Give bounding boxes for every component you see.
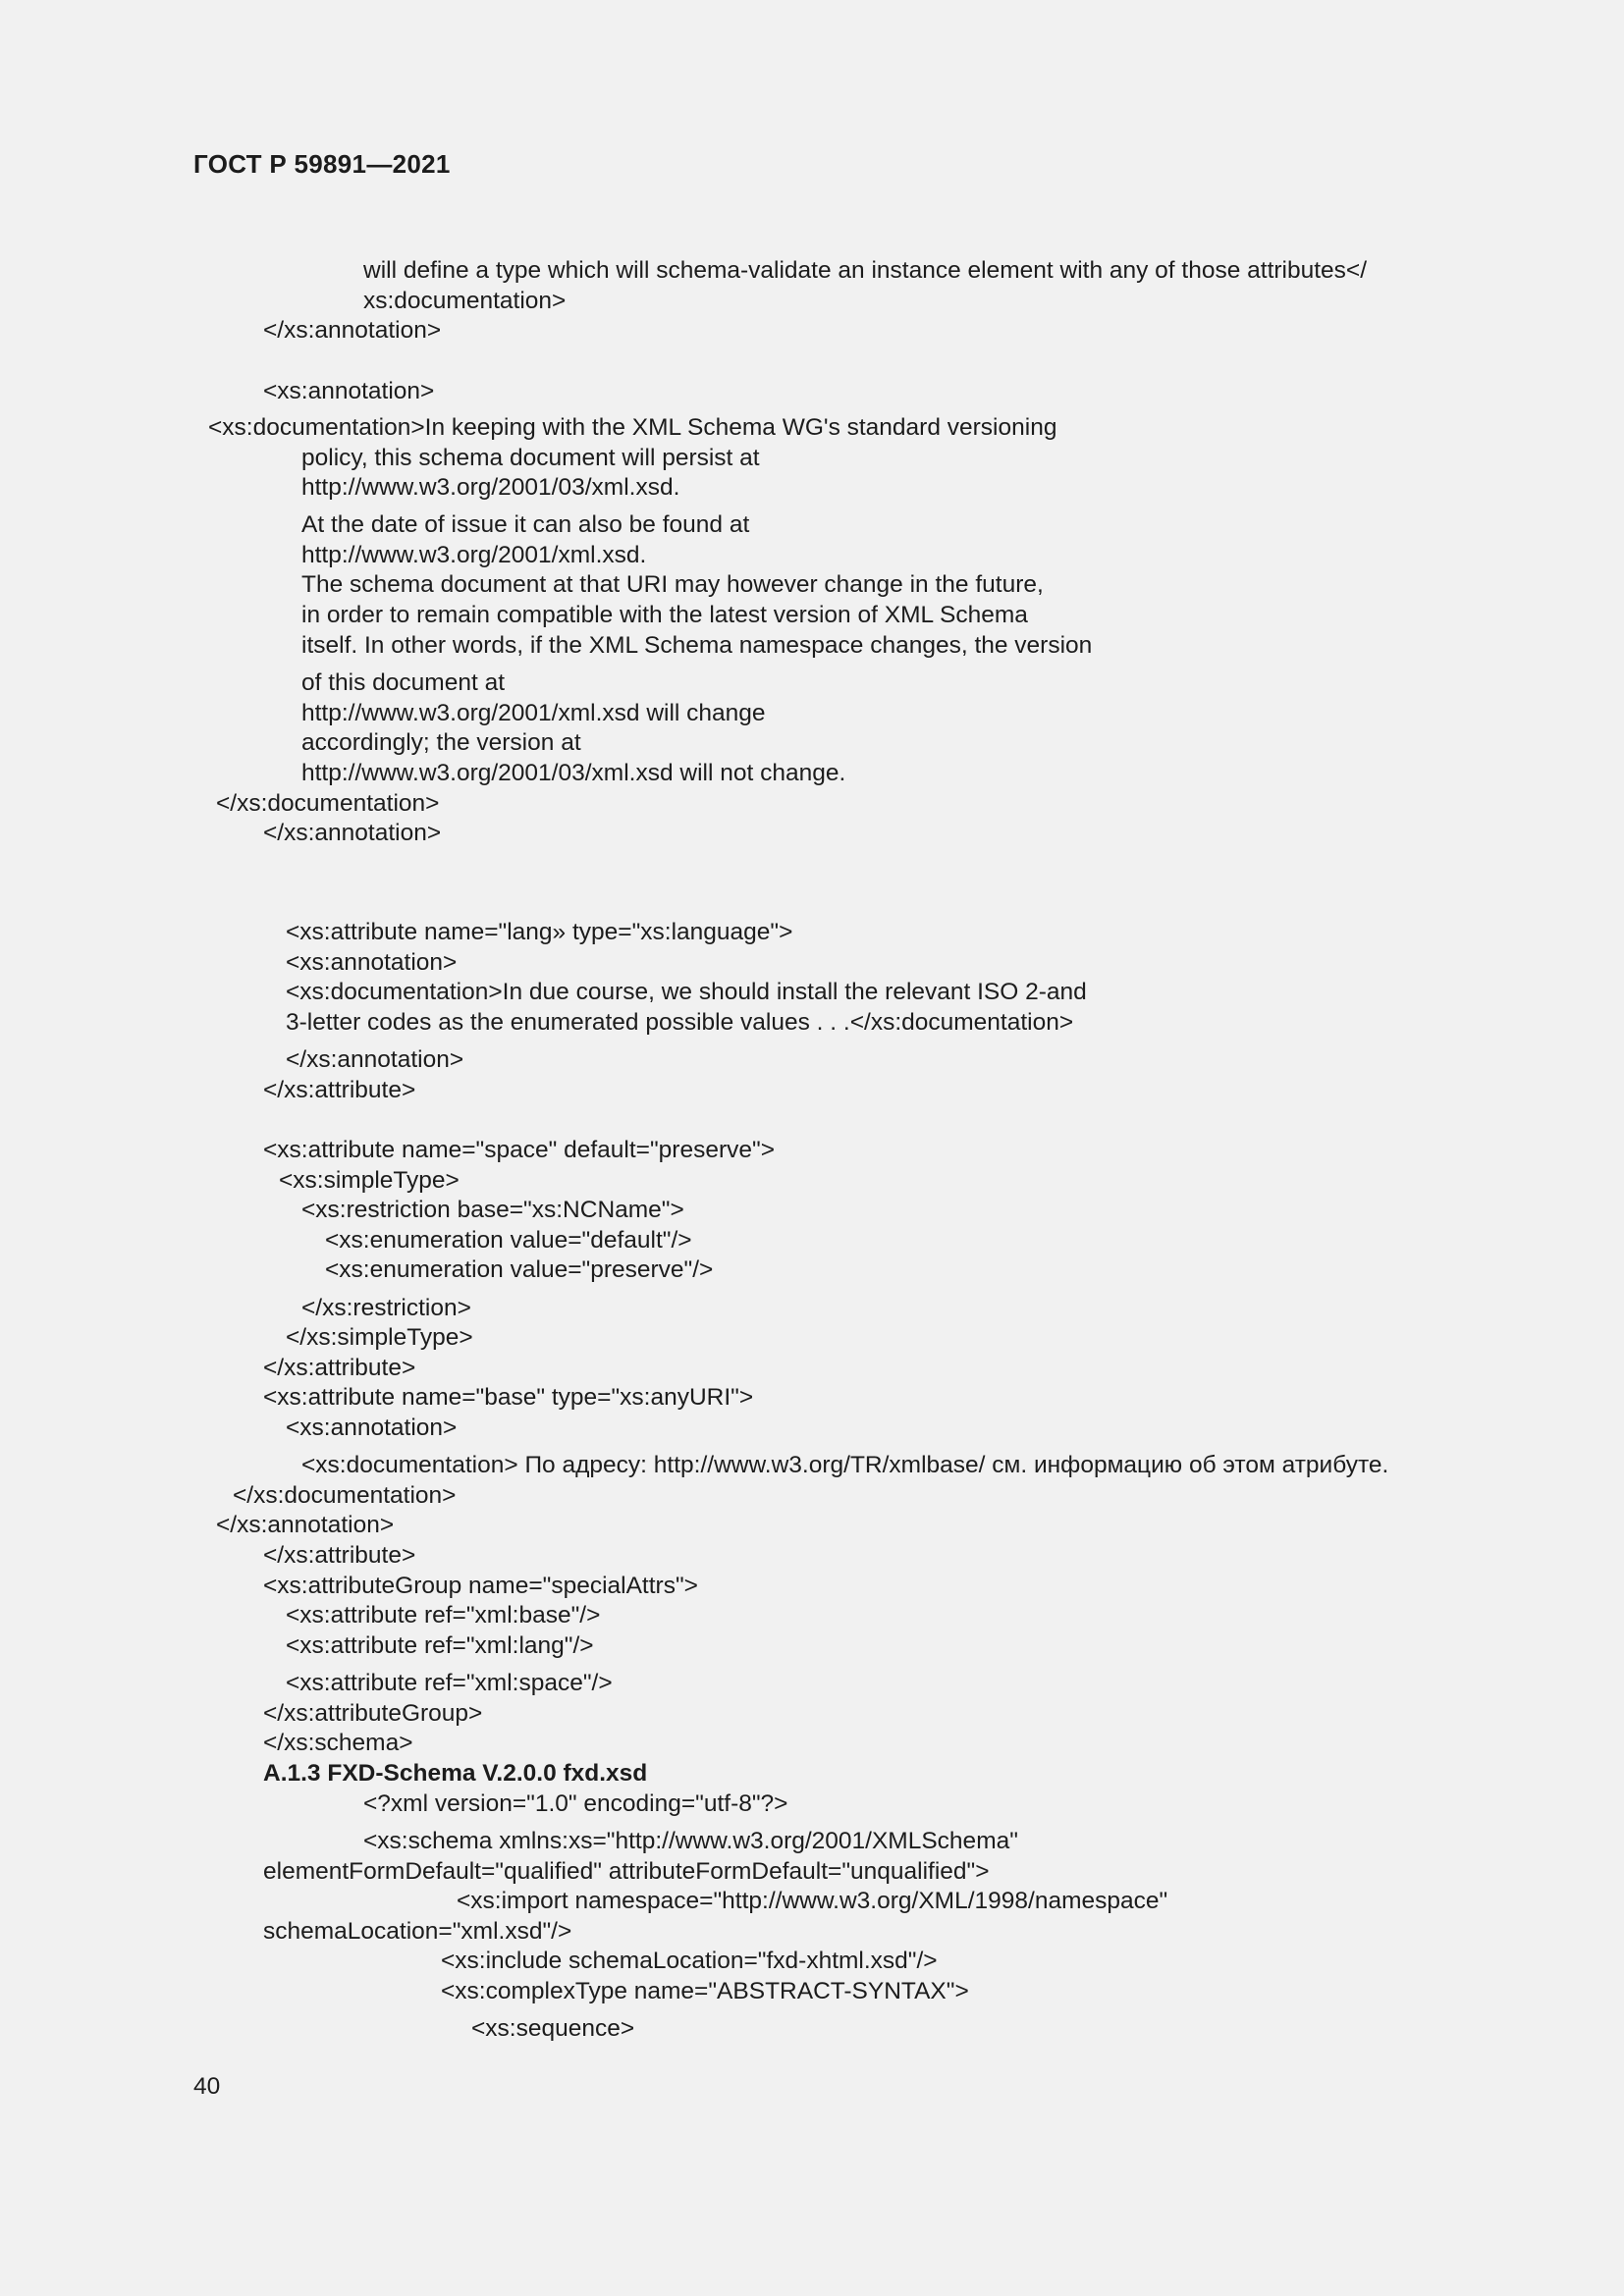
- code-line: in order to remain compatible with the latest version of XML Schema: [301, 602, 1028, 628]
- code-line: </xs:documentation>: [216, 790, 440, 817]
- code-line: </xs:restriction>: [301, 1295, 471, 1321]
- code-line: </xs:annotation>: [286, 1046, 464, 1073]
- code-line: http://www.w3.org/2001/xml.xsd will change: [301, 700, 766, 726]
- code-line: <xs:attribute ref="xml:lang"/>: [286, 1632, 594, 1659]
- code-line: <xs:schema xmlns:xs="http://www.w3.org/2001/XMLSchema": [363, 1828, 1018, 1854]
- code-line: accordingly; the version at: [301, 729, 581, 756]
- code-line: </xs:annotation>: [263, 317, 442, 344]
- code-line: <xs:sequence>: [471, 2015, 635, 2042]
- code-line: will define a type which will schema-validate an instance element with any of those attributes</: [363, 257, 1368, 284]
- code-line: </xs:annotation>: [263, 820, 442, 846]
- code-line: <xs:documentation>In keeping with the XML Schema WG's standard versioning: [208, 414, 1057, 441]
- code-line: elementFormDefault="qualified" attributeFormDefault="unqualified">: [263, 1858, 990, 1885]
- code-line: <xs:annotation>: [263, 378, 435, 404]
- code-line: </xs:attributeGroup>: [263, 1700, 483, 1727]
- code-line: itself. In other words, if the XML Schema namespace changes, the version: [301, 632, 1093, 659]
- code-line: </xs:schema>: [263, 1730, 413, 1756]
- code-line: <xs:attribute name="lang» type="xs:language">: [286, 919, 793, 945]
- code-line: http://www.w3.org/2001/03/xml.xsd.: [301, 474, 680, 501]
- page-header-standard-number: ГОСТ Р 59891—2021: [193, 149, 451, 179]
- code-line: <xs:enumeration value="default"/>: [325, 1227, 692, 1254]
- code-line: <?xml version="1.0" encoding="utf-8"?>: [363, 1790, 788, 1817]
- code-line: http://www.w3.org/2001/xml.xsd.: [301, 542, 647, 568]
- code-line: At the date of issue it can also be found at: [301, 511, 750, 538]
- code-line: </xs:annotation>: [216, 1512, 395, 1538]
- code-line: <xs:annotation>: [286, 949, 458, 976]
- code-line: The schema document at that URI may however change in the future,: [301, 571, 1044, 598]
- code-line: <xs:attribute name="base" type="xs:anyURI">: [263, 1384, 754, 1411]
- code-line: http://www.w3.org/2001/03/xml.xsd will not change.: [301, 760, 846, 786]
- code-line: xs:documentation>: [363, 288, 567, 314]
- code-line: of this document at: [301, 669, 506, 696]
- code-line: <xs:attributeGroup name="specialAttrs">: [263, 1573, 698, 1599]
- code-line: <xs:enumeration value="preserve"/>: [325, 1256, 714, 1283]
- code-line: <xs:include schemaLocation="fxd-xhtml.xsd"/>: [441, 1948, 938, 1974]
- code-line: </xs:simpleType>: [286, 1324, 473, 1351]
- code-line: policy, this schema document will persist at: [301, 445, 760, 471]
- code-line: <xs:annotation>: [286, 1415, 458, 1441]
- code-line: </xs:attribute>: [263, 1542, 416, 1569]
- code-line: <xs:complexType name="ABSTRACT-SYNTAX">: [441, 1978, 969, 2004]
- code-line: <xs:documentation>In due course, we should install the relevant ISO 2-and: [286, 979, 1087, 1005]
- code-line: <xs:attribute name="space" default="preserve">: [263, 1137, 776, 1163]
- section-heading: A.1.3 FXD-Schema V.2.0.0 fxd.xsd: [263, 1760, 648, 1787]
- code-line: <xs:restriction base="xs:NCName">: [301, 1197, 684, 1223]
- code-line: <xs:import namespace="http://www.w3.org/XML/1998/namespace": [457, 1888, 1168, 1914]
- page-number: 40: [193, 2073, 221, 2100]
- code-line: <xs:documentation> По адресу: http://www.w3.org/TR/xmlbase/ см. информацию об этом атрибуте.: [301, 1452, 1389, 1478]
- code-line: <xs:simpleType>: [279, 1167, 460, 1194]
- code-line: </xs:documentation>: [233, 1482, 457, 1509]
- code-line: 3-letter codes as the enumerated possible values . . .</xs:documentation>: [286, 1009, 1074, 1036]
- code-line: schemaLocation="xml.xsd"/>: [263, 1918, 572, 1945]
- code-line: <xs:attribute ref="xml:base"/>: [286, 1602, 601, 1629]
- code-line: </xs:attribute>: [263, 1077, 416, 1103]
- code-line: </xs:attribute>: [263, 1355, 416, 1381]
- code-line: <xs:attribute ref="xml:space"/>: [286, 1670, 613, 1696]
